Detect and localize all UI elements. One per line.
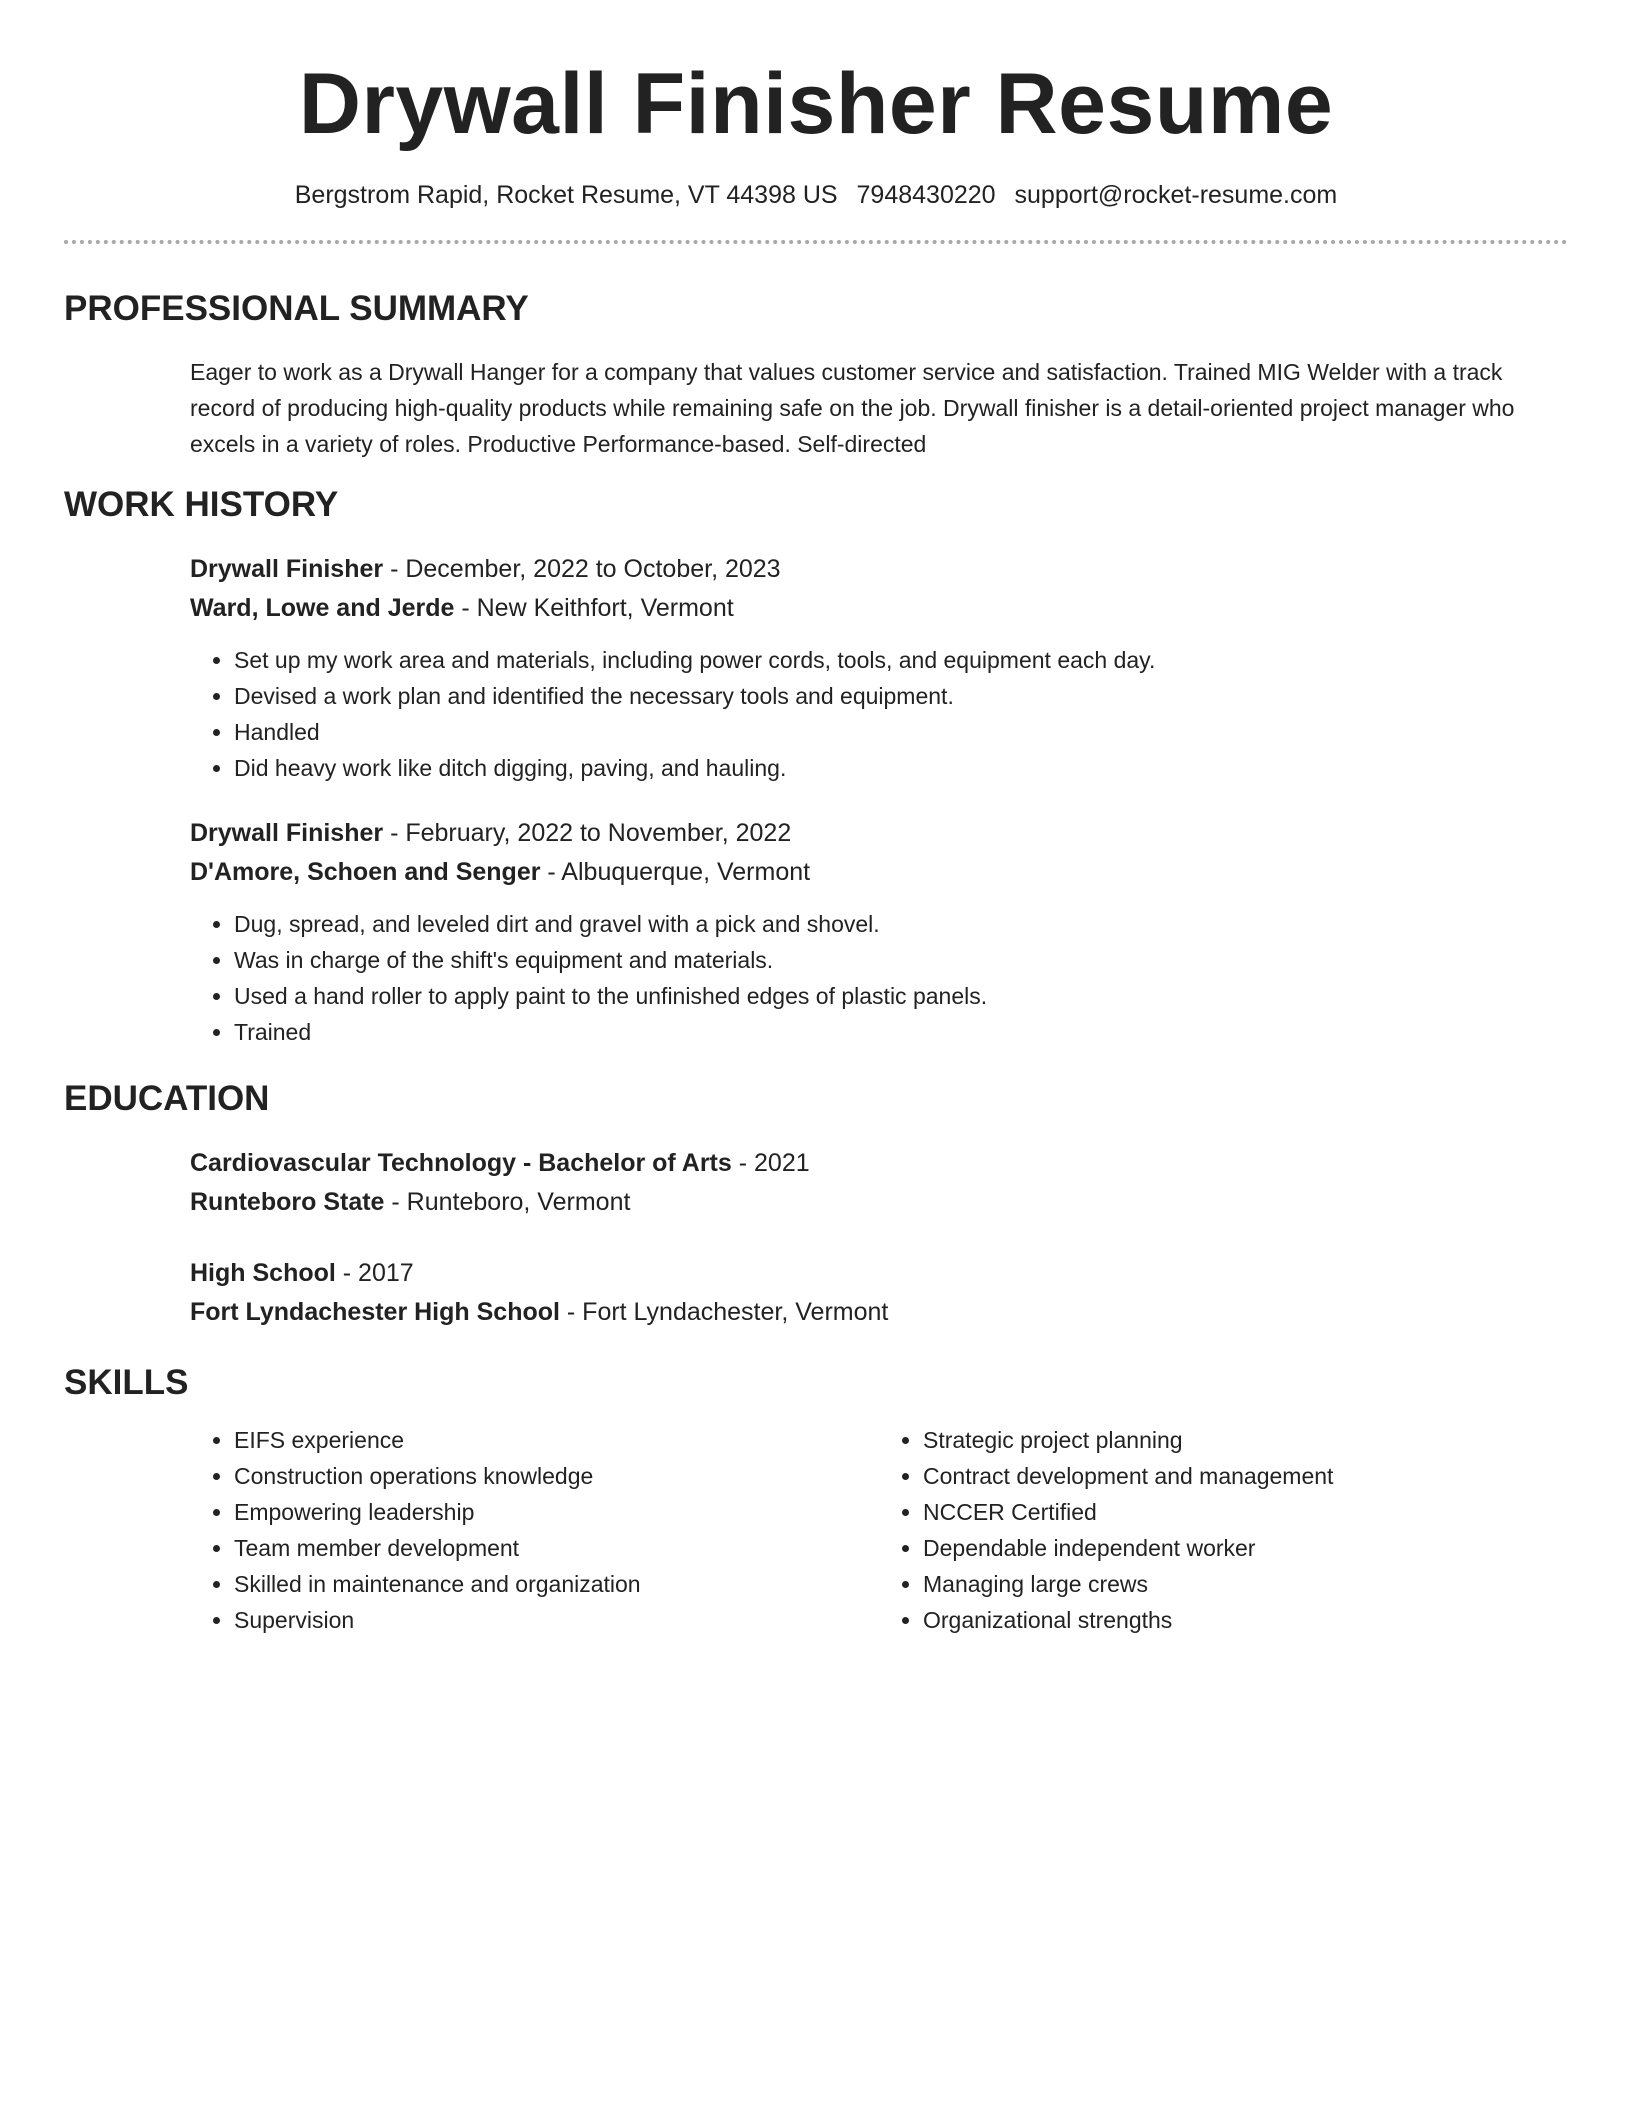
skill-item: • Dependable independent worker	[923, 1530, 1568, 1566]
job-location: - Albuquerque, Vermont	[540, 858, 811, 886]
education-entry	[190, 1254, 1568, 1332]
job-duties	[190, 642, 1568, 786]
education-degree-line	[190, 1254, 1568, 1293]
job-role: Drywall Finisher	[190, 555, 384, 583]
summary-heading: PROFESSIONAL SUMMARY	[64, 289, 529, 328]
job-company-line	[190, 589, 1568, 628]
education-year: - 2017	[335, 1259, 414, 1287]
education-degree: Cardiovascular Technology - Bachelor of Arts	[190, 1149, 732, 1177]
job-title-line	[190, 814, 1568, 853]
contact-address: Bergstrom Rapid, Rocket Resume, VT 44398 US	[294, 181, 838, 209]
skill-item: • NCCER Certified	[923, 1494, 1568, 1530]
skills-column-left	[190, 1422, 879, 1638]
education-degree: High School	[190, 1259, 336, 1287]
job-duty: • Was in charge of the shift's equipment and materials.	[234, 942, 1568, 978]
education-school-line	[190, 1293, 1568, 1332]
job-duty: • Set up my work area and materials, including power cords, tools, and equipment each day.	[234, 642, 1568, 678]
resume-title: Drywall Finisher Resume	[298, 56, 1334, 152]
education-school: Runteboro State	[190, 1188, 385, 1216]
contact-email: support@rocket-resume.com	[1014, 181, 1338, 209]
job-entry	[190, 550, 1568, 786]
job-duty: • Used a hand roller to apply paint to the unfinished edges of plastic panels.	[234, 978, 1568, 1014]
skill-item: • Empowering leadership	[234, 1494, 879, 1530]
job-company: D'Amore, Schoen and Senger	[190, 858, 541, 886]
skill-item: • Skilled in maintenance and organization	[234, 1566, 879, 1602]
skill-item: • Construction operations knowledge	[234, 1458, 879, 1494]
skill-item: • Managing large crews	[923, 1566, 1568, 1602]
job-duty: • Devised a work plan and identified the necessary tools and equipment.	[234, 678, 1568, 714]
job-duty: • Handled	[234, 714, 1568, 750]
education-location: - Fort Lyndachester, Vermont	[559, 1298, 889, 1326]
skills-grid	[190, 1422, 1568, 1638]
education-degree-line	[190, 1144, 1568, 1183]
job-dates: - December, 2022 to October, 2023	[383, 555, 781, 583]
job-duty: • Trained	[234, 1014, 1568, 1050]
skill-item: • Supervision	[234, 1602, 879, 1638]
job-company-line	[190, 853, 1568, 892]
skill-item: • Contract development and management	[923, 1458, 1568, 1494]
skill-item: • Strategic project planning	[923, 1422, 1568, 1458]
job-title-line	[190, 550, 1568, 589]
education-year: - 2021	[731, 1149, 810, 1177]
education-entry	[190, 1144, 1568, 1222]
summary-text: Eager to work as a Drywall Hanger for a company that values customer service and satisfaction. Trained MIG Welder with a track record of producing high-quality products while remaining safe on the job. Drywall finisher is a detail-oriented project manager who excels in a variety of roles. Productive Performance-based. Self-directed	[190, 359, 1515, 457]
skills-heading: SKILLS	[64, 1363, 189, 1402]
job-company: Ward, Lowe and Jerde	[190, 594, 455, 622]
education-location: - Runteboro, Vermont	[384, 1188, 631, 1216]
job-duty: • Dug, spread, and leveled dirt and gravel with a pick and shovel.	[234, 906, 1568, 942]
job-role: Drywall Finisher	[190, 819, 384, 847]
skill-item: • EIFS experience	[234, 1422, 879, 1458]
work-history-heading: WORK HISTORY	[64, 485, 339, 524]
job-location: - New Keithfort, Vermont	[454, 594, 734, 622]
job-dates: - February, 2022 to November, 2022	[383, 819, 792, 847]
header-divider	[64, 240, 1568, 244]
education-school: Fort Lyndachester High School	[190, 1298, 560, 1326]
job-duty: • Did heavy work like ditch digging, paving, and hauling.	[234, 750, 1568, 786]
contact-line	[64, 180, 1568, 210]
skills-column-right	[879, 1422, 1568, 1638]
education-school-line	[190, 1183, 1568, 1222]
skill-item: • Organizational strengths	[923, 1602, 1568, 1638]
contact-phone: 7948430220	[856, 181, 996, 209]
education-heading: EDUCATION	[64, 1079, 270, 1118]
job-duties	[190, 906, 1568, 1050]
skill-item: • Team member development	[234, 1530, 879, 1566]
job-entry	[190, 814, 1568, 1050]
